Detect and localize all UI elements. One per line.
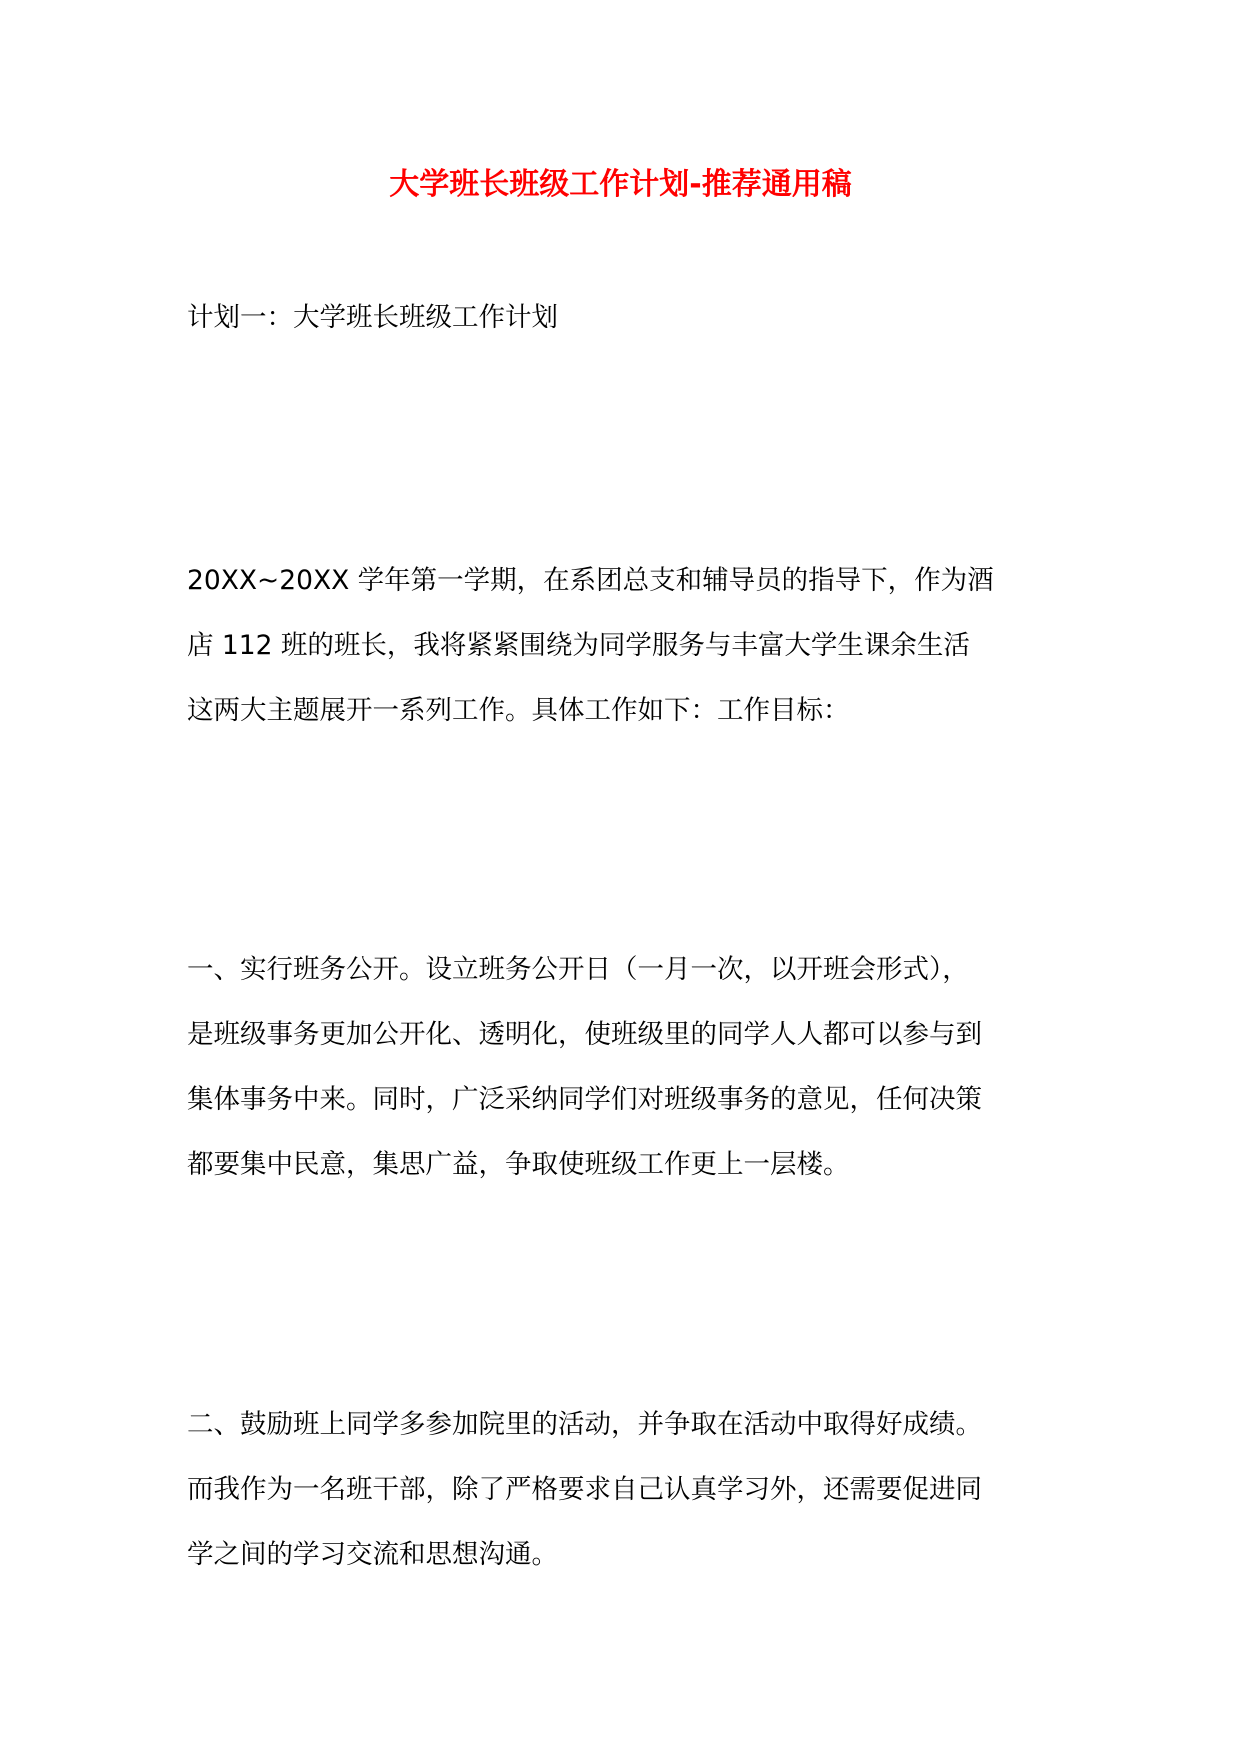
- text-line: 这两大主题展开一系列工作。具体工作如下：工作目标：: [187, 695, 850, 726]
- document-title: 大学班长班级工作计划-推荐通用稿: [389, 167, 852, 202]
- text-line: 而我作为一名班干部，除了严格要求自己认真学习外，还需要促进同: [187, 1474, 982, 1505]
- text-line: 20XX~20XX 学年第一学期，在系团总支和辅导员的指导下，作为酒: [187, 565, 994, 596]
- plan-heading: [187, 285, 1067, 350]
- item-one-paragraph: [187, 937, 1067, 1197]
- text-line: 集体事务中来。同时，广泛采纳同学们对班级事务的意见，任何决策: [187, 1084, 982, 1115]
- text-line: 是班级事务更加公开化、透明化，使班级里的同学人人都可以参与到: [187, 1019, 982, 1050]
- item-two-paragraph: [187, 1392, 1067, 1587]
- text-line: 二、鼓励班上同学多参加院里的活动，并争取在活动中取得好成绩。: [187, 1409, 982, 1440]
- text-line: 店 112 班的班长，我将紧紧围绕为同学服务与丰富大学生课余生活: [187, 630, 970, 661]
- text-line: 一、实行班务公开。设立班务公开日（一月一次，以开班会形式），: [187, 954, 969, 985]
- text-line: 学之间的学习交流和思想沟通。: [187, 1539, 558, 1570]
- intro-paragraph: [187, 548, 1067, 743]
- text-line: 都要集中民意，集思广益，争取使班级工作更上一层楼。: [187, 1149, 850, 1180]
- plan-heading-text: 计划一：大学班长班级工作计划: [187, 302, 558, 333]
